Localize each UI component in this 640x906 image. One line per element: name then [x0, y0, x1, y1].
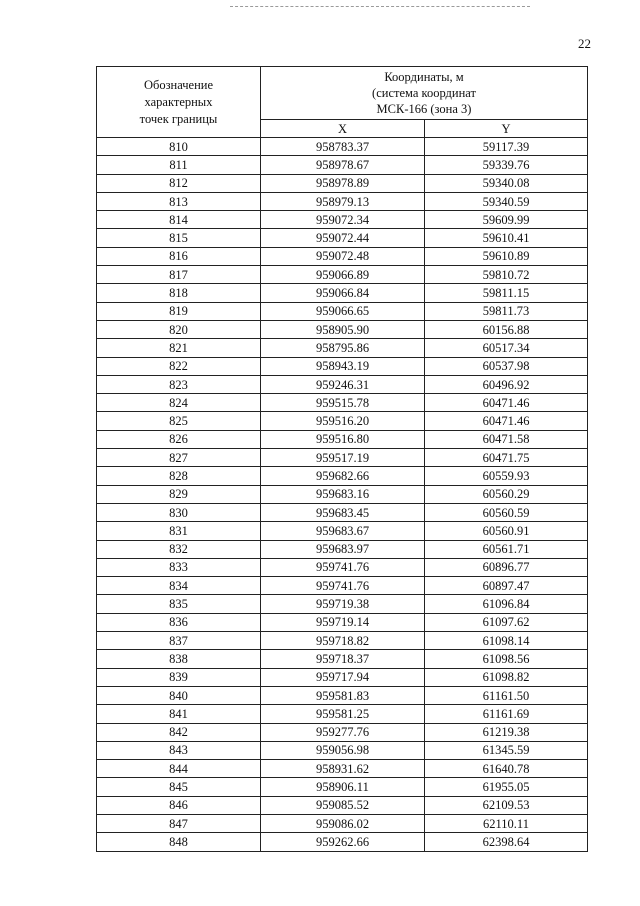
y-coordinate-cell: 60897.47 — [425, 577, 588, 595]
point-cell: 833 — [97, 558, 261, 576]
x-coordinate-cell: 958978.67 — [261, 156, 425, 174]
table-row — [97, 650, 588, 668]
x-coordinate-cell: 959581.25 — [261, 705, 425, 723]
point-cell: 841 — [97, 705, 261, 723]
table-row — [97, 796, 588, 814]
x-coordinate-cell: 959246.31 — [261, 375, 425, 393]
page-number: 22 — [578, 36, 591, 51]
coordinates-table — [96, 66, 588, 852]
table-row — [97, 211, 588, 229]
x-coordinate-cell: 958978.89 — [261, 174, 425, 192]
table-row — [97, 668, 588, 686]
x-coordinate-cell: 959085.52 — [261, 796, 425, 814]
x-coordinate-cell: 959581.83 — [261, 686, 425, 704]
coordinates-table-body — [97, 138, 588, 852]
y-coordinate-cell: 61098.82 — [425, 668, 588, 686]
x-coordinate-cell: 958795.86 — [261, 339, 425, 357]
x-coordinate-cell: 959517.19 — [261, 449, 425, 467]
y-coordinate-cell: 62398.64 — [425, 833, 588, 851]
y-coordinate-cell: 59340.08 — [425, 174, 588, 192]
point-cell: 814 — [97, 211, 261, 229]
y-coordinate-cell: 61098.14 — [425, 632, 588, 650]
table-row — [97, 192, 588, 210]
point-cell: 847 — [97, 814, 261, 832]
point-cell: 843 — [97, 741, 261, 759]
x-coordinate-cell: 959277.76 — [261, 723, 425, 741]
table-row — [97, 595, 588, 613]
x-coordinate-cell: 959066.84 — [261, 284, 425, 302]
point-header-line: характерных — [144, 94, 213, 109]
point-header-line: Обозначение — [143, 77, 214, 92]
point-cell: 830 — [97, 503, 261, 521]
point-cell: 822 — [97, 357, 261, 375]
table-row — [97, 430, 588, 448]
table-row — [97, 540, 588, 558]
y-coordinate-cell: 59610.89 — [425, 247, 588, 265]
y-coordinate-cell: 60496.92 — [425, 375, 588, 393]
y-coordinate-cell: 59811.15 — [425, 284, 588, 302]
point-cell: 815 — [97, 229, 261, 247]
y-coordinate-cell: 61098.56 — [425, 650, 588, 668]
x-coordinate-cell: 959683.97 — [261, 540, 425, 558]
point-header-line: точек границы — [139, 111, 218, 126]
x-coordinate-cell: 959718.37 — [261, 650, 425, 668]
table-row — [97, 686, 588, 704]
point-cell: 818 — [97, 284, 261, 302]
table-row — [97, 705, 588, 723]
point-cell: 820 — [97, 320, 261, 338]
table-row — [97, 833, 588, 851]
y-coordinate-cell: 60471.58 — [425, 430, 588, 448]
point-cell: 817 — [97, 266, 261, 284]
y-coordinate-cell: 59340.59 — [425, 192, 588, 210]
table-row — [97, 339, 588, 357]
point-cell: 837 — [97, 632, 261, 650]
point-cell: 828 — [97, 467, 261, 485]
point-cell: 827 — [97, 449, 261, 467]
point-cell: 811 — [97, 156, 261, 174]
point-cell: 810 — [97, 138, 261, 156]
point-cell: 812 — [97, 174, 261, 192]
table-row — [97, 723, 588, 741]
x-coordinate-cell: 959683.45 — [261, 503, 425, 521]
y-coordinate-cell: 60517.34 — [425, 339, 588, 357]
y-coordinate-cell: 61955.05 — [425, 778, 588, 796]
table-row — [97, 156, 588, 174]
point-cell: 831 — [97, 522, 261, 540]
y-coordinate-cell: 60156.88 — [425, 320, 588, 338]
point-cell: 819 — [97, 302, 261, 320]
point-cell: 848 — [97, 833, 261, 851]
table-row — [97, 229, 588, 247]
y-coordinate-cell: 59610.41 — [425, 229, 588, 247]
y-coordinate-cell: 59609.99 — [425, 211, 588, 229]
table-row — [97, 357, 588, 375]
table-row — [97, 394, 588, 412]
table-row — [97, 503, 588, 521]
coord-header-line: МСК-166 (зона 3) — [376, 102, 472, 116]
table-row — [97, 558, 588, 576]
y-coordinate-cell: 60561.71 — [425, 540, 588, 558]
point-cell: 832 — [97, 540, 261, 558]
y-coordinate-cell: 60560.91 — [425, 522, 588, 540]
y-coordinate-cell: 61161.50 — [425, 686, 588, 704]
y-coordinate-cell: 60559.93 — [425, 467, 588, 485]
table-row — [97, 522, 588, 540]
y-coordinate-cell: 61345.59 — [425, 741, 588, 759]
table-row — [97, 247, 588, 265]
y-coordinate-cell: 61161.69 — [425, 705, 588, 723]
point-cell: 835 — [97, 595, 261, 613]
y-coordinate-cell: 59810.72 — [425, 266, 588, 284]
x-coordinate-cell: 958783.37 — [261, 138, 425, 156]
y-coordinate-cell: 60896.77 — [425, 558, 588, 576]
x-coordinate-cell: 959516.80 — [261, 430, 425, 448]
table-row — [97, 485, 588, 503]
x-coordinate-cell: 958906.11 — [261, 778, 425, 796]
y-coordinate-cell: 62110.11 — [425, 814, 588, 832]
table-row — [97, 138, 588, 156]
point-cell: 844 — [97, 760, 261, 778]
point-cell: 825 — [97, 412, 261, 430]
x-coordinate-cell: 959056.98 — [261, 741, 425, 759]
y-coordinate-cell: 62109.53 — [425, 796, 588, 814]
x-coordinate-cell: 959741.76 — [261, 577, 425, 595]
y-coordinate-cell: 60560.29 — [425, 485, 588, 503]
x-coordinate-cell: 959683.67 — [261, 522, 425, 540]
x-coordinate-cell: 959719.14 — [261, 613, 425, 631]
table-row — [97, 778, 588, 796]
point-cell: 842 — [97, 723, 261, 741]
table-row — [97, 814, 588, 832]
x-coordinate-cell: 959066.65 — [261, 302, 425, 320]
point-designation-header — [97, 67, 261, 138]
x-coordinate-cell: 959741.76 — [261, 558, 425, 576]
table-row — [97, 577, 588, 595]
y-coordinate-cell: 59117.39 — [425, 138, 588, 156]
x-coordinate-cell: 959072.34 — [261, 211, 425, 229]
point-cell: 834 — [97, 577, 261, 595]
table-row — [97, 320, 588, 338]
point-cell: 839 — [97, 668, 261, 686]
y-coordinate-cell: 61096.84 — [425, 595, 588, 613]
point-cell: 813 — [97, 192, 261, 210]
y-coordinate-cell: 60560.59 — [425, 503, 588, 521]
x-coordinate-cell: 959515.78 — [261, 394, 425, 412]
table-row — [97, 467, 588, 485]
y-coordinate-cell: 61219.38 — [425, 723, 588, 741]
y-coordinate-cell: 60471.46 — [425, 412, 588, 430]
x-coordinate-cell: 959718.82 — [261, 632, 425, 650]
table-row — [97, 613, 588, 631]
x-coordinate-cell: 959066.89 — [261, 266, 425, 284]
point-cell: 821 — [97, 339, 261, 357]
y-coordinate-cell: 59811.73 — [425, 302, 588, 320]
scan-edge-line — [230, 6, 530, 7]
x-coordinate-cell: 959072.48 — [261, 247, 425, 265]
point-cell: 846 — [97, 796, 261, 814]
table-row — [97, 632, 588, 650]
point-cell: 826 — [97, 430, 261, 448]
point-cell: 836 — [97, 613, 261, 631]
x-coordinate-cell: 958931.62 — [261, 760, 425, 778]
x-coordinate-cell: 959086.02 — [261, 814, 425, 832]
y-coordinate-cell: 61640.78 — [425, 760, 588, 778]
y-coordinate-cell: 60537.98 — [425, 357, 588, 375]
y-column-header: Y — [425, 120, 588, 138]
table-row — [97, 174, 588, 192]
y-coordinate-cell: 59339.76 — [425, 156, 588, 174]
x-coordinate-cell: 959682.66 — [261, 467, 425, 485]
point-cell: 823 — [97, 375, 261, 393]
point-cell: 816 — [97, 247, 261, 265]
x-coordinate-cell: 959262.66 — [261, 833, 425, 851]
x-coordinate-cell: 958943.19 — [261, 357, 425, 375]
x-coordinate-cell: 958979.13 — [261, 192, 425, 210]
table-row — [97, 266, 588, 284]
point-cell: 840 — [97, 686, 261, 704]
table-row — [97, 375, 588, 393]
table-row — [97, 449, 588, 467]
x-coordinate-cell: 959072.44 — [261, 229, 425, 247]
table-row — [97, 412, 588, 430]
y-coordinate-cell: 60471.46 — [425, 394, 588, 412]
x-column-header: X — [261, 120, 425, 138]
table-row — [97, 302, 588, 320]
coordinates-header — [261, 67, 588, 120]
x-coordinate-cell: 959719.38 — [261, 595, 425, 613]
table-row — [97, 284, 588, 302]
coord-header-line: Координаты, м — [384, 70, 464, 84]
coord-header-line: (система координат — [372, 86, 476, 100]
x-coordinate-cell: 959683.16 — [261, 485, 425, 503]
x-coordinate-cell: 959516.20 — [261, 412, 425, 430]
point-cell: 838 — [97, 650, 261, 668]
point-cell: 845 — [97, 778, 261, 796]
x-coordinate-cell: 958905.90 — [261, 320, 425, 338]
point-cell: 824 — [97, 394, 261, 412]
table-row — [97, 760, 588, 778]
table-row — [97, 741, 588, 759]
y-coordinate-cell: 60471.75 — [425, 449, 588, 467]
point-cell: 829 — [97, 485, 261, 503]
y-coordinate-cell: 61097.62 — [425, 613, 588, 631]
x-coordinate-cell: 959717.94 — [261, 668, 425, 686]
